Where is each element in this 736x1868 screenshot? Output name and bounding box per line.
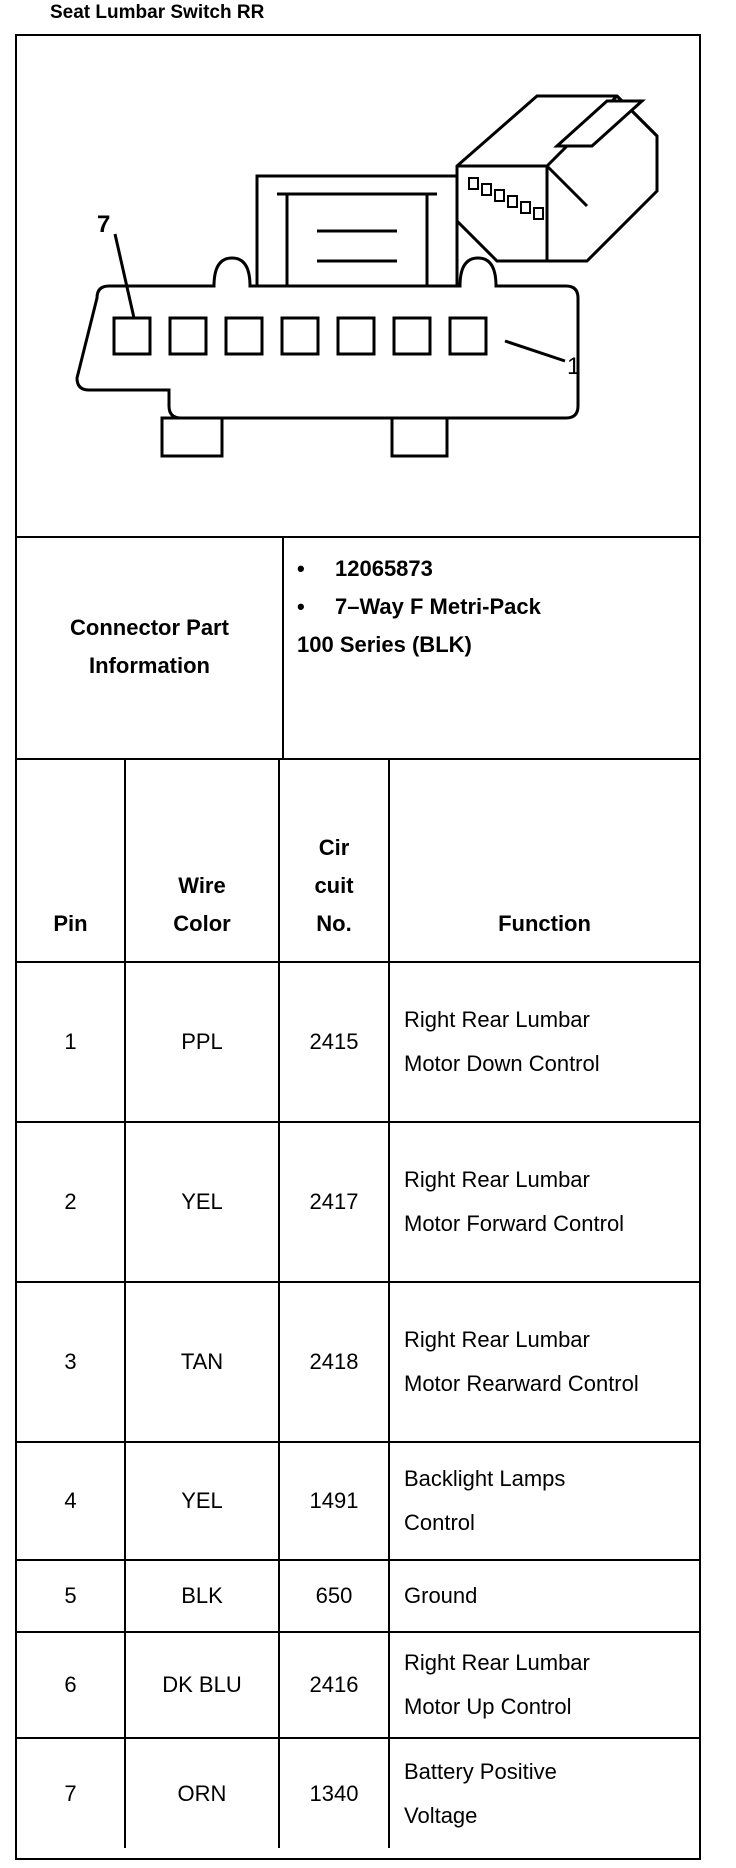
wire-color-cell: DK BLU — [125, 1632, 279, 1738]
connector-info-label: Connector Part Information — [17, 536, 284, 758]
table-row — [17, 1282, 699, 1442]
connector-sheet — [15, 34, 701, 1860]
circuit-cell: 1491 — [279, 1442, 389, 1560]
function-cell: Right Rear Lumbar Motor Up Control — [389, 1632, 699, 1738]
circuit-cell: 2417 — [279, 1122, 389, 1282]
header-circuit: Cir cuit No. — [279, 758, 389, 962]
table-row — [17, 1560, 699, 1632]
table-row — [17, 1632, 699, 1738]
circuit-cell: 2416 — [279, 1632, 389, 1738]
wire-color-cell: TAN — [125, 1282, 279, 1442]
table-row — [17, 1738, 699, 1848]
circuit-cell: 2415 — [279, 962, 389, 1122]
pinout-header-row — [17, 758, 699, 962]
table-row — [17, 1442, 699, 1560]
pin-cell: 3 — [17, 1282, 125, 1442]
connector-part-info — [17, 536, 699, 760]
connector-face-drawing — [17, 36, 699, 536]
header-wire-color: Wire Color — [125, 758, 279, 962]
pin-cell: 1 — [17, 962, 125, 1122]
pin-1-label: 1 — [567, 353, 581, 380]
function-cell: Backlight Lamps Control — [389, 1442, 699, 1560]
bullet-icon: • — [297, 594, 305, 619]
pin-7-label: 7 — [97, 211, 111, 238]
function-cell: Right Rear Lumbar Motor Rearward Control — [389, 1282, 699, 1442]
circuit-cell: 1340 — [279, 1738, 389, 1848]
pin-cell: 6 — [17, 1632, 125, 1738]
header-pin: Pin — [17, 758, 125, 962]
function-cell: Ground — [389, 1560, 699, 1632]
connector-series: 100 Series (BLK) — [297, 632, 472, 657]
page-title: Seat Lumbar Switch RR — [50, 2, 265, 23]
bullet-icon: • — [297, 556, 305, 581]
pin-cavities — [114, 318, 486, 354]
pin-cell: 2 — [17, 1122, 125, 1282]
part-number-item: • 12065873 — [297, 550, 687, 588]
connector-diagram — [17, 36, 699, 538]
wire-color-cell: ORN — [125, 1738, 279, 1848]
pin-cell: 5 — [17, 1560, 125, 1632]
pin-cell: 7 — [17, 1738, 125, 1848]
function-cell: Right Rear Lumbar Motor Forward Control — [389, 1122, 699, 1282]
pinout-table — [17, 758, 699, 1848]
connector-info-values — [297, 550, 687, 664]
connector-type-item: • 7–Way F Metri-Pack — [297, 588, 687, 626]
pin-cell: 4 — [17, 1442, 125, 1560]
function-cell: Right Rear Lumbar Motor Down Control — [389, 962, 699, 1122]
table-row — [17, 962, 699, 1122]
table-row — [17, 1122, 699, 1282]
wire-color-cell: BLK — [125, 1560, 279, 1632]
wire-color-cell: PPL — [125, 962, 279, 1122]
circuit-cell: 650 — [279, 1560, 389, 1632]
wire-color-cell: YEL — [125, 1442, 279, 1560]
header-function: Function — [389, 758, 699, 962]
function-cell: Battery Positive Voltage — [389, 1738, 699, 1848]
wire-color-cell: YEL — [125, 1122, 279, 1282]
circuit-cell: 2418 — [279, 1282, 389, 1442]
